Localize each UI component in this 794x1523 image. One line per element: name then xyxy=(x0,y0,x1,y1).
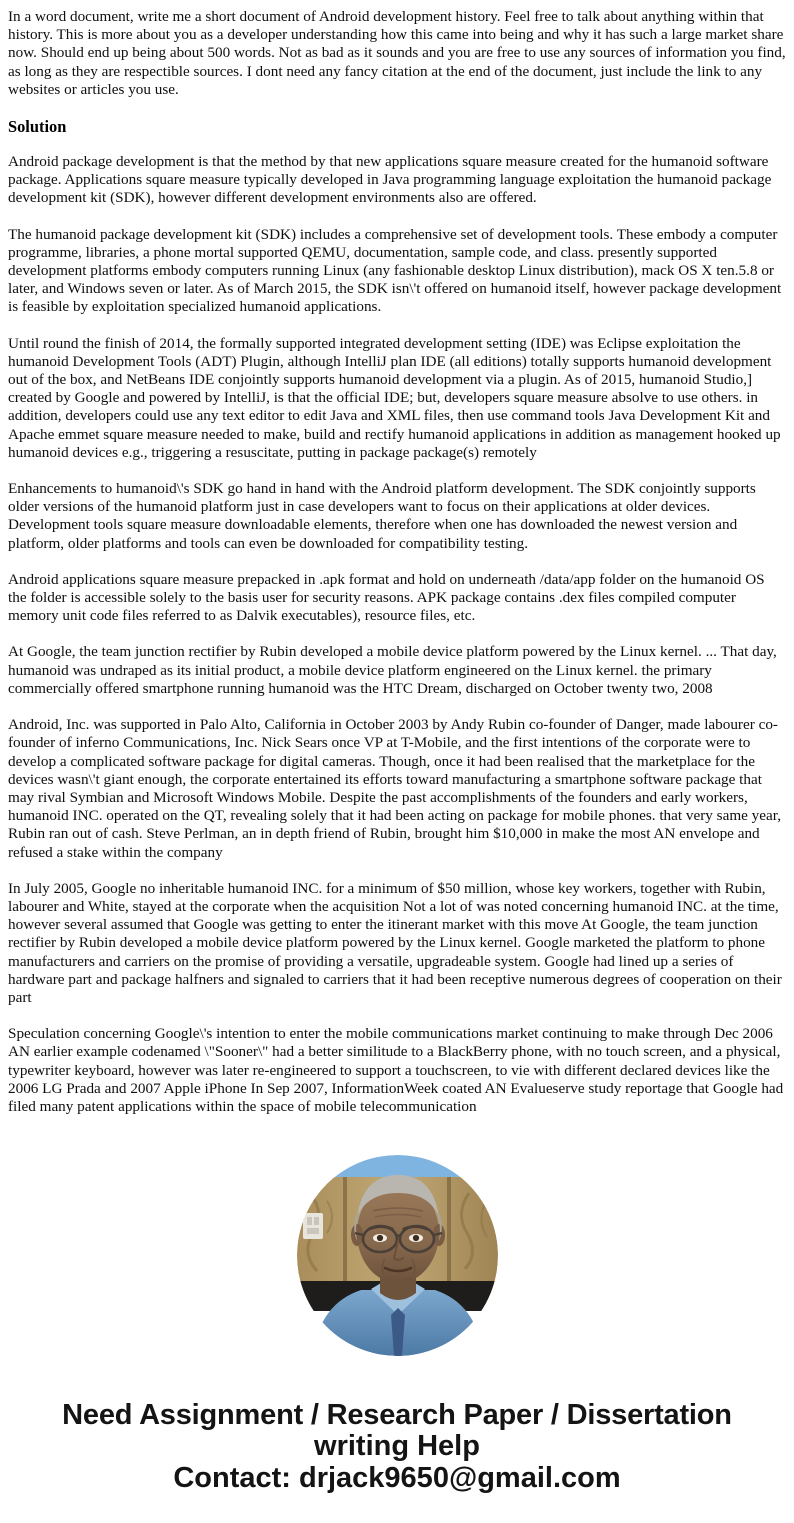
promo-line-1: Need Assignment / Research Paper / Dissertation xyxy=(62,1399,732,1431)
assignment-prompt-block xyxy=(8,0,786,99)
avatar xyxy=(297,1155,498,1356)
promo-line-2: writing Help xyxy=(314,1430,480,1462)
solution-paragraph-4: Enhancements to humanoid\'s SDK go hand in hand with the Android platform development. The SDK conjointly supports older versions of the humanoid platform just in case developers want to focus on their applications at older devices. Development tools square measure downloadable elements, therefore when one has downloaded the newest version and platform, older platforms and tools can even be downloaded for compatibility testing. xyxy=(8,480,756,552)
solution-paragraph-3: Until round the finish of 2014, the formally supported integrated development setting (IDE) was Eclipse exploitation the humanoid Development Tools (ADT) Plugin, although IntelliJ plan IDE (all editions) totally supports humanoid development out of the box, and NetBeans IDE conjointly supports humanoid development via a plugin. As of 2015, humanoid Studio,] created by Google and powered by IntelliJ, is that the official IDE; but, developers square measure absolve to use others. in addition, developers could use any text editor to edit Java and XML files, then use command tools Java Development Kit and Apache emmet square measure needed to make, build and rectify humanoid applications in addition as management hooked up humanoid devices e.g., triggering a resuscitate, putting in package package(s) remotely xyxy=(8,334,781,461)
promo-contact-email: Contact: drjack9650@gmail.com xyxy=(173,1462,621,1494)
solution-paragraph-9: Speculation concerning Google\'s intention to enter the mobile communications market continuing to make through Dec 2006 AN earlier example codenamed \"Sooner\" had a better similitude to a BlackBerry phone, with no touch screen, and a physical, typewriter keyboard, however was later re-engineered to support a touchscreen, to vie with different declared devices like the 2006 LG Prada and 2007 Apple iPhone In Sep 2007, InformationWeek coated AN Evalueserve study reportage that Google had filed many patent applications within the space of mobile telecommunication xyxy=(8,1025,784,1115)
solution-paragraph-2: The humanoid package development kit (SDK) includes a comprehensive set of development tools. These embody a computer programme, libraries, a phone mortal supported QEMU, documentation, sample code, and class. presently supported development platforms embody computers running Linux (any fashionable desktop Linux distribution), mack OS X ten.5.8 or later, and Windows seven or later. As of March 2015, the SDK isn\'t offered on humanoid itself, however package development is feasible by exploitation specialized humanoid applications. xyxy=(8,225,782,316)
solution-body xyxy=(8,153,786,1116)
profile-photo-icon xyxy=(297,1155,498,1356)
prompt-paragraph: In a word document, write me a short document of Android development history. Feel free to talk about anything within that history. This is more about you as a developer understanding how this came into being and why it has such a large market share now. Should end up being about 500 words. Not as bad as it sounds and you are free to use any sources of information you find, as long as they are respectible sources. I dont need any fancy citation at the end of the document, just include the link to any websites or articles you use. xyxy=(8,8,786,98)
solution-paragraph-1: Android package development is that the method by that new applications square measure created for the humanoid software package. Applications square measure typically developed in Java programming language exploitation the humanoid package development kit (SDK), however different development environments also are offered. xyxy=(8,153,772,207)
promo-block xyxy=(0,1400,794,1494)
solution-paragraph-8: In July 2005, Google no inheritable humanoid INC. for a minimum of $50 million, whose key workers, together with Rubin, labourer and White, stayed at the corporate when the acquisition Not a lot of was noted concerning humanoid INC. at the time, however several assumed that Google was getting to enter the itinerant market with this move At Google, the team junction rectifier by Rubin developed a mobile device platform powered by the Linux kernel. Google marketed the platform to phone manufacturers and carriers on the promise of providing a versatile, upgradeable system. Google had lined up a series of hardware part and package halfners and signaled to carriers that it had been receptive numerous degrees of cooperation on their part xyxy=(8,879,782,1006)
avatar-wrap xyxy=(297,1155,498,1356)
solution-heading: Solution xyxy=(8,117,67,137)
solution-paragraph-7: Android, Inc. was supported in Palo Alto, California in October 2003 by Andy Rubin co-founder of Danger, made labourer co-founder of inferno Communications, Inc. Nick Sears once VP at T-Mobile, and the first intentions of the corporate were to develop a complicated software package for digital cameras. Though, once it had been realised that the marketplace for the devices wasn\'t giant enough, the corporate entertained its efforts toward manufacturing a smartphone software package that may rival Symbian and Microsoft Windows Mobile. Despite the past accomplishments of the founders and early workers, humanoid INC. operated on the QT, revealing solely that it had been acting on package for mobile phones. that very same year, Rubin ran out of cash. Steve Perlman, an in depth friend of Rubin, brought him $10,000 in make the most AN envelope and refused a stake within the company xyxy=(8,716,781,861)
solution-paragraph-6: At Google, the team junction rectifier by Rubin developed a mobile device platform powered by the Linux kernel. ... That day, humanoid was undraped as its initial product, a mobile device platform engineered on the Linux kernel. the primary commercially offered smartphone running humanoid was the HTC Dream, discharged on October twenty two, 2008 xyxy=(8,643,777,697)
solution-paragraph-5: Android applications square measure prepacked in .apk format and hold on underneath /data/app folder on the humanoid OS the folder is accessible solely to the basis user for security reasons. APK package contains .dex files compiled computer memory unit code files referred to as Dalvik executables), resource files, etc. xyxy=(8,570,765,625)
